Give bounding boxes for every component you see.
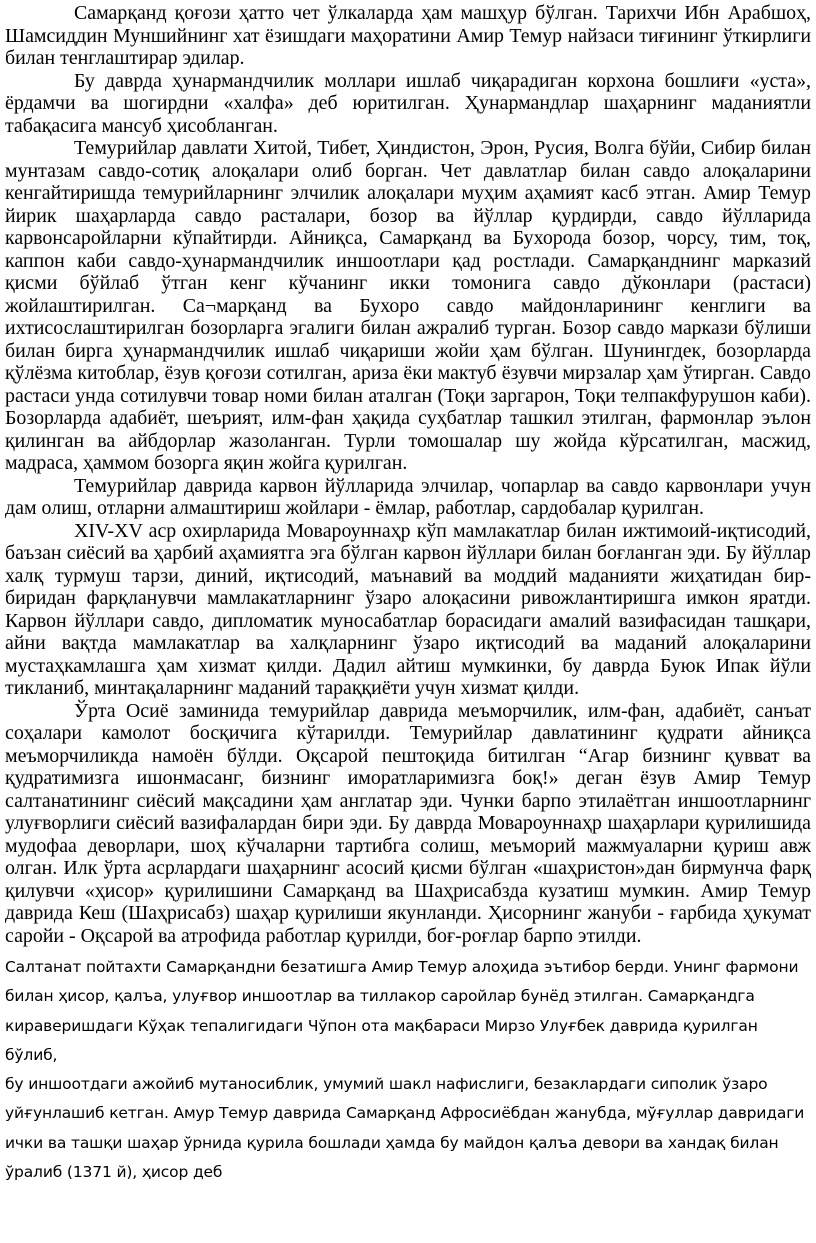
paragraph-trade-relations: Темурийлар давлати Хитой, Тибет, Ҳиндистон, Эрон, Русия, Волга бўйи, Сибир билан мунтазам савдо-сотиқ алоқалари олиб борган. Чет давлатлар билан савдо алоқаларини кенгайтиришда темурийларнинг элчилик алоқалари муҳим аҳамият касб этган. Амир Темур йирик шаҳарларда савдо расталари, бозор ва йўллар қурдирди, савдо йўлларида карвонсаройларни кўпайтирди. Айниқса, Самарқанд ва Бухорода бозор, чорсу, тим, тоқ, каппон каби савдо-ҳунармандчилик иншоотлари қад ростлади. Самарқанднинг марказий қисми бўйлаб ўтган кенг кўчанинг икки томонига савдо дўконлари (растаси) жойлаштирилган. Са¬марқанд ва Бухоро савдо майдонларининг кенглиги ва ихтисослаштирилган бозорларга эгалиги билан ажралиб турган. Бозор савдо маркази бўлиши билан бирга ҳунармандчилик ишлаб чиқариши жойи ҳам бўлган. Шунингдек, бозорларда қўлёзма китоблар, ёзув қоғози сотилган, ариза ёки мактуб ёзувчи мирзалар ҳам ўтирган. Савдо растаси унда сотилувчи товар номи билан аталган (Тоқи заргарон, Тоқи телпакфурушон каби). Бозорларда адабиёт, шеърият, илм-фан ҳақида суҳбатлар ташкил этилган, фармонлар эълон қилинган ва айбдорлар жазоланган. Турли томошалар шу жойда кўрсатилган, масжид, мадраса, ҳаммом бозорга яқин жойга қурилган. <box>5 137 811 474</box>
paragraph-paper-fame: Самарқанд қоғози ҳатто чет ўлкаларда ҳам машҳур бўлган. Тарихчи Ибн Арабшоҳ, Шамсиддин Муншийнинг хат ёзишдаги маҳоратини Амир Темур найзаси тиғининг ўткирлиги билан тенглаштирар эдилар. <box>5 2 811 69</box>
paragraph-caravan-routes: XIV-XV аср охирларида Мовароуннаҳр кўп мамлакатлар билан ижтимоий-иқтисодий, баъзан сиёсий ва ҳарбий аҳамиятга эга бўлган карвон йўллари билан боғланган эди. Бу йўллар халқ турмуш тарзи, диний, иқтисодий, маънавий ва моддий маданияти жиҳатидан бир-биридан фарқланувчи мамлакатларнинг ўзаро алоқасини ривожлантиришга имкон яратди. Карвон йўллари савдо, дипломатик муносабатлар борасидаги амалий вазифасидан ташқари, айни вақтда мамлакатлар ва халқларнинг ўзаро иқтисодий ва маданий алоқаларини мустаҳкамлашга ҳам хизмат қилди. Дадил айтиш мумкинки, бу даврда Буюк Ипак йўли тикланиб, минтақаларнинг маданий тараққиёти учун хизмат қилди. <box>5 519 811 699</box>
paragraph-craftsmen: Бу даврда ҳунармандчилик моллари ишлаб чиқарадиган корхона бошлиғи «уста», ёрдамчи ва шогирдни «халфа» деб юритилган. Ҳунармандлар шаҳарнинг маданиятли табақасига мансуб ҳисобланган. <box>5 69 811 137</box>
paragraph-architecture: Ўрта Осиё заминида темурийлар даврида меъморчилик, илм-фан, адабиёт, санъат соҳалари камолот босқичига кўтарилди. Темурийлар давлатининг қудрати айниқса меъморчиликда намоён бўлди. Оқсарой пештоқида битилган “Агар бизнинг қувват ва қудратимизга ишонмасанг, бизнинг иморатларимизга боқ!» деган ёзув Амир Темур салтанатининг сиёсий мақсадини ҳам англатар эди. Чунки барпо этилаётган иншоотларнинг улуғворлиги сиёсий вазифалардан бири эди. Бу даврда Мовароуннаҳр шаҳарлари қурилишида мудофаа деворлари, шоҳ кўчаларни тартибга солиш, меъморий мажмуаларни қуриш авж олган. Илк ўрта асрлардаги шаҳарнинг асосий қисми бўлган «шаҳристон»дан бирмунча фарқ қилувчи «ҳисор» қурилишини Самарқанд ва Шаҳрисабзда кузатиш мумкин. Амир Темур даврида Кеш (Шаҳрисабз) шаҳар қурилиши якунланди. Ҳисорнинг жануби - ғарбида ҳукумат саройи - Оқсарой ва атрофида работлар қурилди, боғ-роғлар барпо этилди. <box>5 699 811 947</box>
sans-line: билан ҳисор, қалъа, улуғвор иншоотлар ва тиллакор саройлар бунёд этилган. Самарқандга <box>5 987 755 1006</box>
sans-line: бу иншоотдаги ажойиб мутаносиблик, умумий шакл нафислиги, безаклардаги сиполик ўзаро <box>5 1075 768 1094</box>
document-sans-section <box>5 953 811 1187</box>
sans-line: уйғунлашиб кетган. Амур Темур даврида Самарқанд Афросиёбдан жанубда, мўғуллар давридаги <box>5 1104 805 1123</box>
sans-line: ўралиб (1371 й), ҳисор деб <box>5 1163 223 1182</box>
sans-line: Салтанат пойтахти Самарқандни безатишга Амир Темур алоҳида эътибор берди. Унинг фармони <box>5 958 799 976</box>
sans-line: кираверишдаги Кўҳак тепалигидаги Чўпон ота мақбараси Мирзо Улуғбек даврида қурилган бўлиб, <box>5 1016 758 1064</box>
paragraph-caravan-stations: Темурийлар даврида карвон йўлларида элчилар, чопарлар ва савдо карвонлари учун дам олиш, отларни алмаштириш жойлари - ёмлар, работлар, сардобалар қурилган. <box>5 474 811 519</box>
sans-line: ички ва ташқи шаҳар ўрнида қурила бошлади ҳамда бу майдон қалъа девори ва хандақ билан <box>5 1133 779 1152</box>
document-body <box>5 2 811 947</box>
